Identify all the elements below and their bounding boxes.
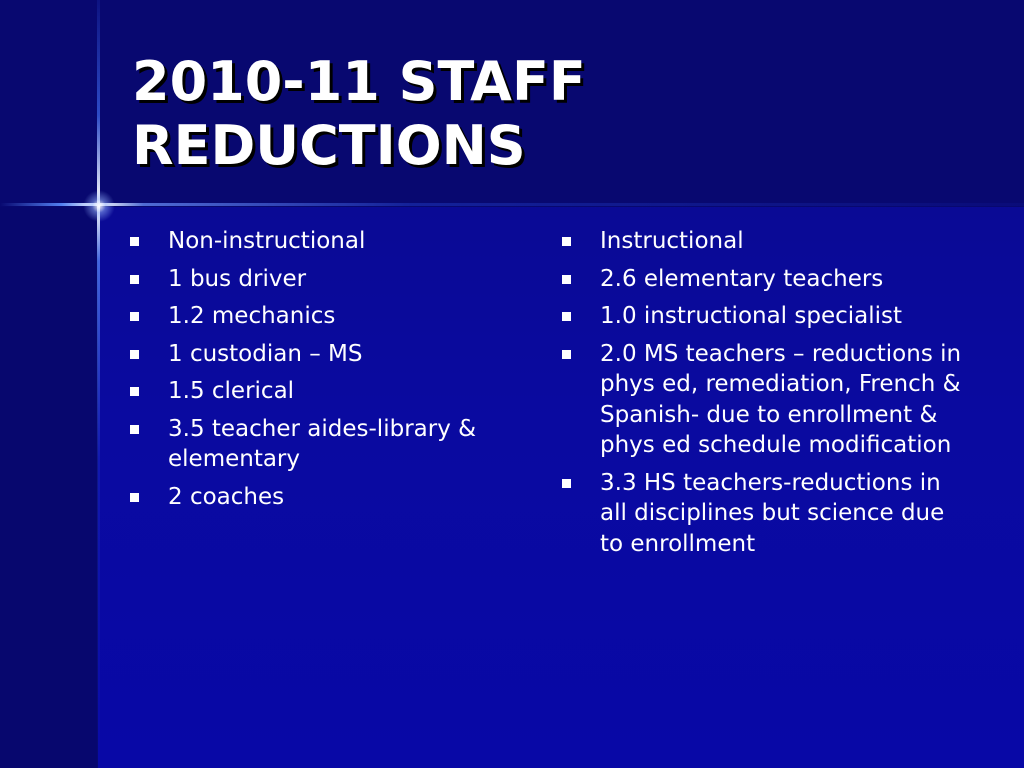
list-item-text: 1.5 clerical — [168, 378, 295, 404]
list-item-text: 1.2 mechanics — [168, 303, 336, 329]
square-bullet-icon — [562, 312, 571, 321]
square-bullet-icon — [562, 350, 571, 359]
list-item — [130, 376, 530, 407]
list-item-text: 1.0 instructional specialist — [600, 303, 903, 329]
list-item-text: 2.0 MS teachers – reductions in phys ed, remediation, French & Spanish- due to enrollment & phys ed schedule modification — [600, 340, 962, 458]
square-bullet-icon — [562, 479, 571, 488]
sparkle-star-icon — [83, 190, 115, 222]
list-item — [130, 339, 530, 370]
list-item — [562, 264, 962, 295]
list-item-text: 3.3 HS teachers-reductions in all disciplines but science due to enrollment — [600, 469, 945, 557]
list-item-text: 2.6 elementary teachers — [600, 265, 884, 292]
list-item — [130, 226, 530, 257]
square-bullet-icon — [130, 312, 139, 321]
left-band — [0, 207, 98, 768]
list-item — [562, 339, 962, 461]
slide-title: 2010-11 STAFF REDUCTIONS — [132, 50, 586, 177]
square-bullet-icon — [130, 387, 139, 396]
square-bullet-icon — [130, 350, 139, 359]
list-item-text: 2 coaches — [168, 483, 285, 510]
list-item-text: 3.5 teacher aides-library & elementary — [168, 415, 477, 472]
list-item — [130, 301, 530, 332]
square-bullet-icon — [130, 425, 139, 434]
square-bullet-icon — [562, 237, 571, 246]
list-item — [562, 468, 962, 560]
list-item — [130, 414, 530, 475]
list-item-text: Non-instructional — [168, 228, 366, 254]
list-item — [130, 482, 530, 513]
left-bullet-list — [130, 226, 530, 519]
list-item-text: 1 custodian – MS — [168, 340, 363, 367]
sparkle-horizontal-line — [0, 203, 1024, 206]
square-bullet-icon — [130, 493, 139, 502]
list-item — [562, 226, 962, 257]
sparkle-vertical-line — [97, 0, 100, 768]
list-item-text: Instructional — [600, 228, 744, 254]
square-bullet-icon — [130, 275, 139, 284]
list-item — [562, 301, 962, 332]
square-bullet-icon — [130, 237, 139, 246]
list-item — [130, 264, 530, 295]
right-bullet-list — [562, 226, 962, 566]
square-bullet-icon — [562, 275, 571, 284]
list-item-text: 1 bus driver — [168, 265, 307, 292]
